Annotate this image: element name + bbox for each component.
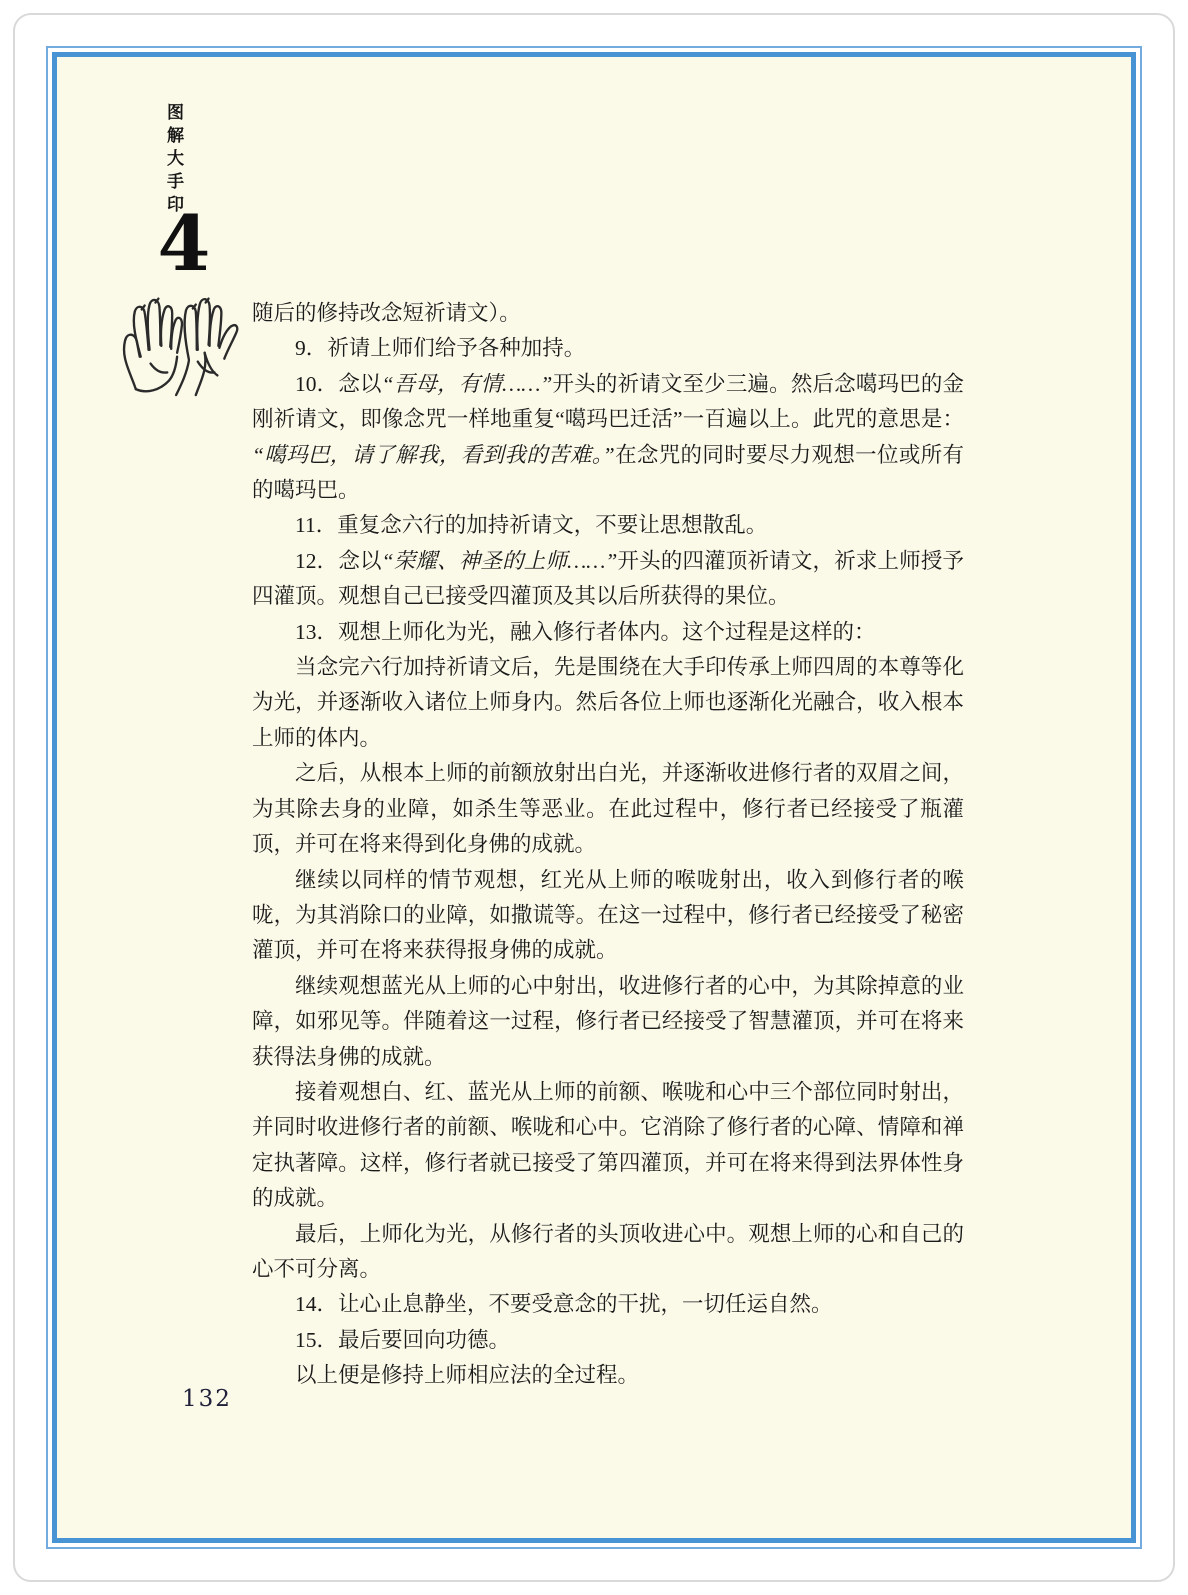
list-item-12 (252, 544, 964, 615)
quoted-phrase: “荣耀、神圣的上师……” (381, 548, 618, 573)
list-item-9: 9．祈请上师们给予各种加持。 (295, 336, 586, 361)
list-item-14: 14．让心止息静坐，不要受意念的干扰，一切任运自然。 (295, 1292, 833, 1317)
paragraph: 当念完六行加持祈请文后，先是围绕在大手印传承上师四周的本尊等化为光，并逐渐收入诸位上师身内。然后各位上师也逐渐化光融合，收入根本上师的体内。 (252, 655, 964, 750)
paragraph: 最后，上师化为光，从修行者的头顶收进心中。观想上师的心和自己的心不可分离。 (252, 1221, 964, 1281)
run: 在念咒的同时要尽力观想一位或所有的噶玛巴。 (252, 442, 964, 503)
list-item-15: 15．最后要回向功德。 (295, 1327, 511, 1352)
page-number: 132 (182, 1386, 232, 1412)
hands-mudra-icon (109, 279, 257, 397)
run: 10．念以 (295, 371, 382, 396)
quoted-phrase: “吾母，有情……” (381, 371, 553, 396)
paragraph: 继续以同样的情节观想，红光从上师的喉咙射出，收入到修行者的喉咙，为其消除口的业障，如撒谎等。在这一过程中，修行者已经接受了秘密灌顶，并可在将来获得报身佛的成就。 (252, 867, 964, 963)
run: 12．念以 (295, 548, 382, 573)
run: 一百遍以上。此咒的意思是： (682, 407, 964, 432)
quoted-mantra: “噶玛巴迁活” (555, 407, 683, 432)
book-title-vertical: 图解大手印 (164, 103, 183, 218)
closing-line: 以上便是修持上师相应法的全过程。 (295, 1363, 640, 1388)
paragraph: 继续观想蓝光从上师的心中射出，收进修行者的心中，为其除掉意的业障，如邪见等。伴随着这一过程，修行者已经接受了智慧灌顶，并可在将来获得法身佛的成就。 (252, 973, 964, 1069)
body-text (252, 296, 964, 1394)
run: 开头的四灌顶祈请文，祈求上师授予四灌顶。观想自己已接受四灌顶及其以后所获得的果位。 (252, 548, 964, 609)
paragraph: 接着观想白、红、蓝光从上师的前额、喉咙和心中三个部位同时射出，并同时收进修行者的前额、喉咙和心中。它消除了修行者的心障、情障和禅定执著障。这样，修行者就已接受了第四灌顶，并可在将来得到法界体性身的成就。 (252, 1079, 964, 1211)
list-item-11: 11．重复念六行的加持祈请文，不要让思想散乱。 (295, 513, 768, 538)
run: 开头的祈请文至少三遍。然后念噶玛巴的金刚祈请文，即像念咒一样地重复 (252, 371, 964, 432)
chapter-number: 4 (157, 199, 211, 288)
paragraph-continuation: 随后的修持改念短祈请文）。 (252, 301, 521, 325)
paragraph: 之后，从根本上师的前额放射出白光，并逐渐收进修行者的双眉之间，为其除去身的业障，如杀生等恶业。在此过程中，修行者已经接受了瓶灌顶，并可在将来得到化身佛的成就。 (252, 761, 964, 857)
list-item-10 (252, 367, 964, 509)
list-item-13: 13．观想上师化为光，融入修行者体内。这个过程是这样的： (295, 619, 876, 644)
quoted-phrase: “噶玛巴，请了解我，看到我的苦难。” (252, 442, 615, 467)
